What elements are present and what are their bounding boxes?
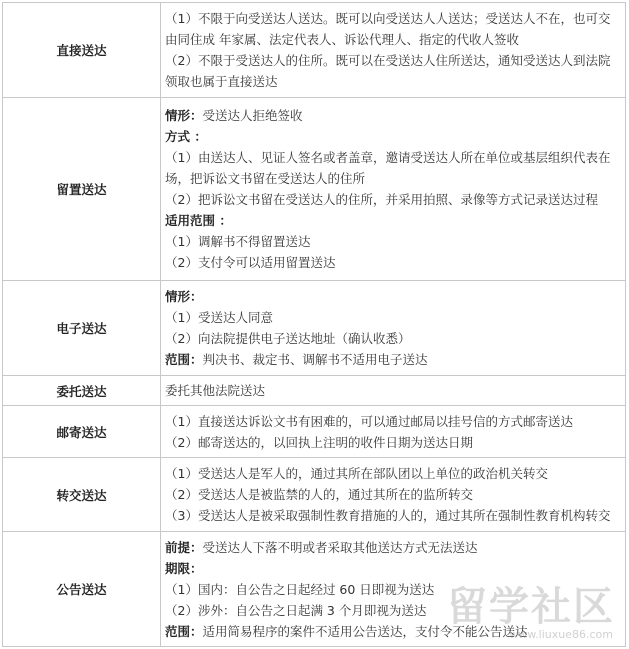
table-row xyxy=(3,532,626,647)
table-row xyxy=(3,3,626,98)
content-line-text: （2）支付令可以适用留置送达 xyxy=(165,255,336,270)
content-line: （2）受送达人是被监禁的人的，通过其所在的监所转交 xyxy=(165,487,473,502)
row-content xyxy=(161,3,626,98)
row-content xyxy=(161,458,626,532)
content-line-text: 受送达人拒绝签收 xyxy=(202,108,303,123)
row-label: 委托送达 xyxy=(3,376,161,406)
content-line-text: （2）向法院提供电子送达地址（确认收悉） xyxy=(165,331,411,346)
content-line-text: （1）调解书不得留置送达 xyxy=(165,234,311,249)
row-content xyxy=(161,98,626,281)
content-line-text: 适用简易程序的案件不适用公告送达，支付令不能公告送达 xyxy=(202,623,528,639)
content-line: （2）邮寄送达的，以回执上注明的收件日期为送达日期 xyxy=(165,434,473,450)
content-line-text: （1）受送达人同意 xyxy=(165,310,273,325)
table-row xyxy=(3,376,626,406)
row-label: 公告送达 xyxy=(3,532,161,647)
content-line-label: 前提： xyxy=(165,539,203,555)
table-row xyxy=(3,281,626,376)
row-content xyxy=(161,532,626,647)
content-line-text: 受送达人下落不明或者采取其他送达方式无法送达 xyxy=(202,539,478,555)
table-row xyxy=(3,458,626,532)
content-line-label: 情形： xyxy=(165,108,203,123)
content-line-text: 判决书、裁定书、调解书不适用电子送达 xyxy=(202,352,428,367)
watermark-url: www.liuxue86.com xyxy=(509,628,613,641)
row-content xyxy=(161,406,626,458)
content-line-label: 范围： xyxy=(165,352,203,367)
content-line: （2）不限于受送达人的住所。既可以在受送达人住所送达，通知受送达人到法院领取也属于直接送达 xyxy=(165,53,611,89)
content-line-text: （2）涉外：自公告之日起满 3 个月即视为送达 xyxy=(165,602,427,618)
content-line: （1）不限于向受送达人送达。既可以向受送达人人送达；受送达人不在，也可交由同住成 年家属、法定代表人、诉讼代理人、指定的代收人签收 xyxy=(165,11,611,47)
content-line-label: 情形： xyxy=(165,289,203,304)
content-line-label: 范围： xyxy=(165,623,203,639)
content-line-label: 适用范围 ： xyxy=(165,213,232,228)
content-line: （1）受送达人是军人的，通过其所在部队团以上单位的政治机关转交 xyxy=(165,466,548,481)
content-line-label: 期限： xyxy=(165,560,203,576)
content-line-text: （1）国内：自公告之日起经过 60 日即视为送达 xyxy=(165,581,435,597)
row-label: 转交送达 xyxy=(3,458,161,532)
row-label: 电子送达 xyxy=(3,281,161,376)
table-row xyxy=(3,406,626,458)
service-methods-table xyxy=(2,2,626,647)
content-line: （1）直接送达诉讼文书有困难的，可以通过邮局以挂号信的方式邮寄送达 xyxy=(165,413,573,429)
content-line-text: （2）把诉讼文书留在受送达人的住所，并采用拍照、录像等方式记录送达过程 xyxy=(165,192,598,207)
content-line: 委托其他法院送达 xyxy=(165,383,266,398)
row-label: 直接送达 xyxy=(3,3,161,98)
content-line-text: （1）由送达人、见证人签名或者盖章，邀请受送达人所在单位或基层组织代表在场，把诉讼文书留在受送达人的住所 xyxy=(165,150,611,186)
row-content xyxy=(161,376,626,406)
row-label: 邮寄送达 xyxy=(3,406,161,458)
watermark-logo-text: 留学社区 xyxy=(447,584,615,630)
content-line-label: 方式 ： xyxy=(165,129,207,144)
table-row xyxy=(3,98,626,281)
row-content xyxy=(161,281,626,376)
content-line: （3）受送达人是被采取强制性教育措施的人的，通过其所在强制性教育机构转交 xyxy=(165,508,611,523)
row-label: 留置送达 xyxy=(3,98,161,281)
